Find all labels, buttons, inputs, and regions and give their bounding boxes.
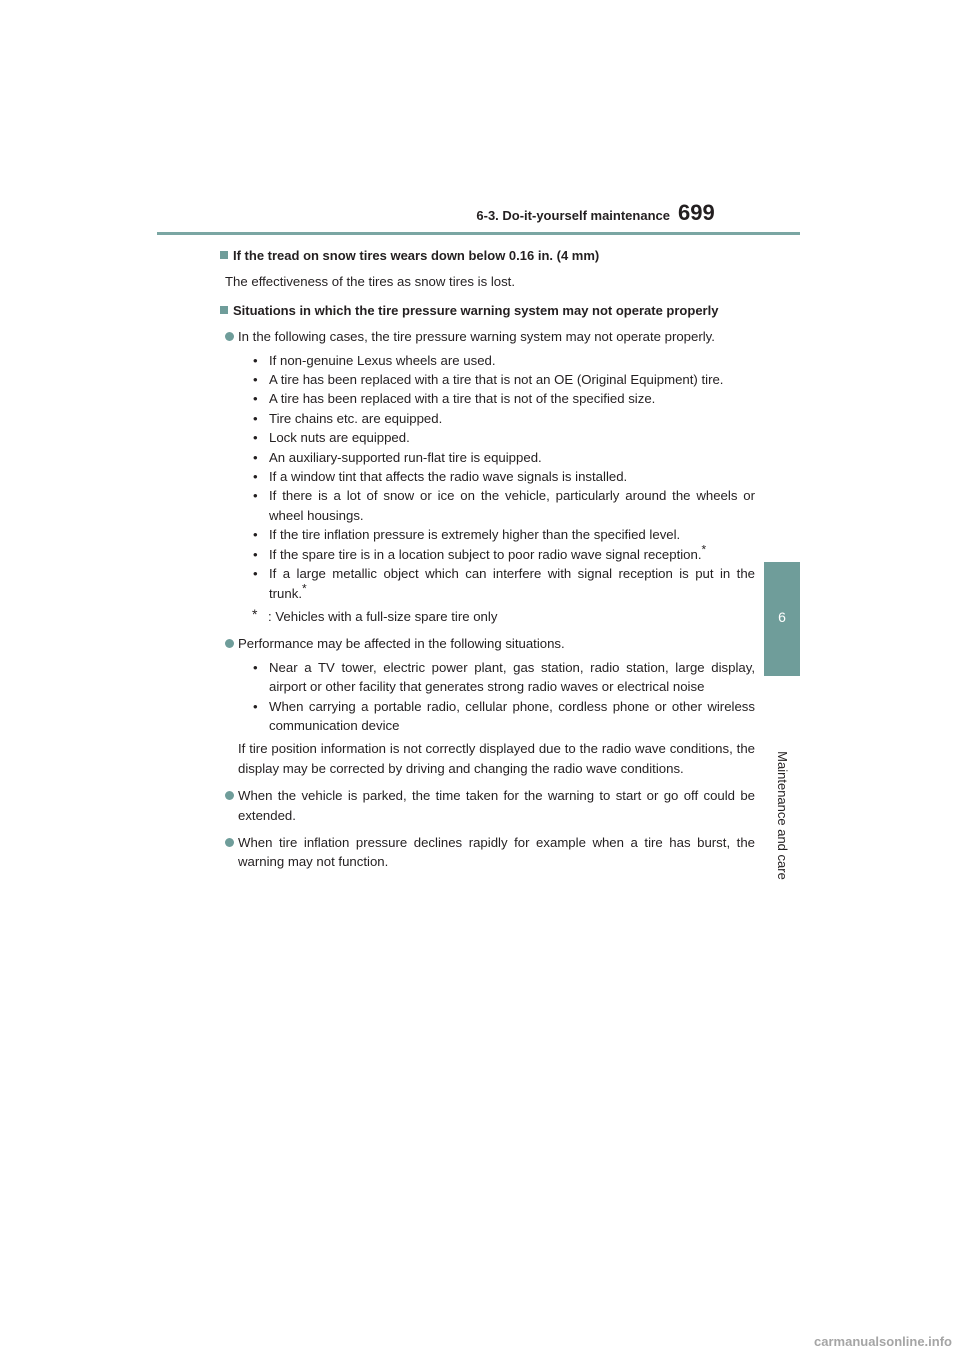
item-text: In the following cases, the tire pressure warning system may not operate properly. — [238, 329, 715, 345]
heading-text: Situations in which the tire pressure warning system may not operate properly — [233, 302, 719, 318]
sub-item-text: If the tire inflation pressure is extremely higher than the specified level. — [269, 527, 681, 543]
bullet-icon: • — [253, 391, 258, 407]
sub-item-text: If a window tint that affects the radio wave signals is installed. — [269, 469, 628, 485]
page-content — [220, 246, 755, 880]
sub-list-item — [252, 409, 755, 428]
sub-item-text: A tire has been replaced with a tire that is not of the specified size. — [269, 391, 656, 407]
sub-item-text: When carrying a portable radio, cellular phone, cordless phone or other wireless communication device — [269, 698, 755, 733]
footnote-asterisk: * — [252, 605, 258, 622]
header-section-title: 6-3. Do-it-yourself maintenance — [476, 208, 670, 223]
square-bullet-icon — [220, 251, 228, 259]
sub-item-text: Tire chains etc. are equipped. — [269, 410, 443, 426]
circle-bullet-icon — [225, 791, 234, 800]
sub-list-item — [252, 448, 755, 467]
list-item — [220, 786, 755, 825]
bullet-icon: • — [253, 372, 258, 388]
circle-bullet-icon — [225, 639, 234, 648]
watermark: carmanualsonline.info — [814, 1334, 952, 1349]
sub-list-item — [252, 428, 755, 447]
bullet-icon: • — [253, 698, 258, 714]
sub-list-item — [252, 658, 755, 697]
list-item — [220, 327, 755, 626]
chapter-tab — [764, 562, 800, 676]
paragraph: The effectiveness of the tires as snow tires is lost. — [225, 274, 516, 290]
sub-item-text: An auxiliary-supported run-flat tire is equipped. — [269, 449, 542, 465]
sub-item-text: If there is a lot of snow or ice on the vehicle, particularly around the wheels or wheel housings. — [269, 488, 755, 523]
sub-list-item — [252, 486, 755, 525]
list-item — [220, 634, 755, 778]
sub-list-item — [252, 467, 755, 486]
sub-list — [252, 658, 755, 736]
bullet-icon: • — [253, 546, 258, 562]
footnote-marker: * — [701, 542, 707, 557]
square-bullet-icon — [220, 306, 228, 314]
bullet-icon: • — [253, 430, 258, 446]
bullet-icon: • — [253, 410, 258, 426]
item-note: If tire position information is not correctly displayed due to the radio wave conditions, the display may be corrected by driving and changing the radio wave conditions. — [238, 741, 755, 776]
item-text: When tire inflation pressure declines rapidly for example when a tire has burst, the warning may not function. — [238, 834, 755, 870]
chapter-title-text: Maintenance and care — [774, 750, 790, 880]
list-item — [220, 833, 755, 872]
footnote — [252, 607, 755, 626]
sub-item-text: Near a TV tower, electric power plant, gas station, radio station, large display, airport or other facility that generates strong radio waves or electrical noise — [269, 659, 755, 695]
bullet-icon: • — [253, 488, 258, 504]
page-number: 699 — [678, 200, 715, 225]
bullet-icon: • — [253, 527, 258, 543]
heading-text: If the tread on snow tires wears down below 0.16 in. (4 mm) — [233, 248, 600, 263]
bullet-icon: • — [253, 659, 258, 675]
circle-bullet-icon — [225, 838, 234, 847]
sub-item-text: If the spare tire is in a location subject to poor radio wave signal reception. — [269, 546, 702, 562]
sub-list-item — [252, 697, 755, 736]
sub-list-item — [252, 389, 755, 408]
bullet-icon: • — [253, 352, 258, 368]
footnote-marker: * — [301, 581, 307, 596]
sub-item-text: If non-genuine Lexus wheels are used. — [269, 352, 496, 368]
item-text: Performance may be affected in the following situations. — [238, 636, 565, 652]
chapter-number: 6 — [778, 609, 786, 625]
sub-item-text: Lock nuts are equipped. — [269, 430, 410, 446]
header-rule — [157, 232, 800, 235]
bullet-icon: • — [253, 469, 258, 485]
sub-list-item — [252, 370, 755, 389]
section-heading-tpws — [220, 301, 755, 320]
section-heading-snow-tires — [220, 246, 755, 265]
item-text: When the vehicle is parked, the time taken for the warning to start or go off could be extended. — [238, 788, 755, 823]
sub-list-item — [252, 564, 755, 603]
sub-list-item — [252, 351, 755, 370]
chapter-title — [770, 740, 794, 890]
bullet-icon: • — [253, 566, 258, 582]
bullet-icon: • — [253, 449, 258, 465]
footnote-text: : Vehicles with a full-size spare tire only — [268, 608, 498, 624]
circle-bullet-icon — [225, 332, 234, 341]
sub-item-text: If a large metallic object which can interfere with signal reception is put in the trunk. — [269, 566, 755, 601]
sub-list — [252, 351, 755, 603]
sub-list-item — [252, 525, 755, 544]
sub-list-item — [252, 542, 755, 564]
sub-item-text: A tire has been replaced with a tire that is not an OE (Original Equipment) tire. — [269, 372, 724, 388]
